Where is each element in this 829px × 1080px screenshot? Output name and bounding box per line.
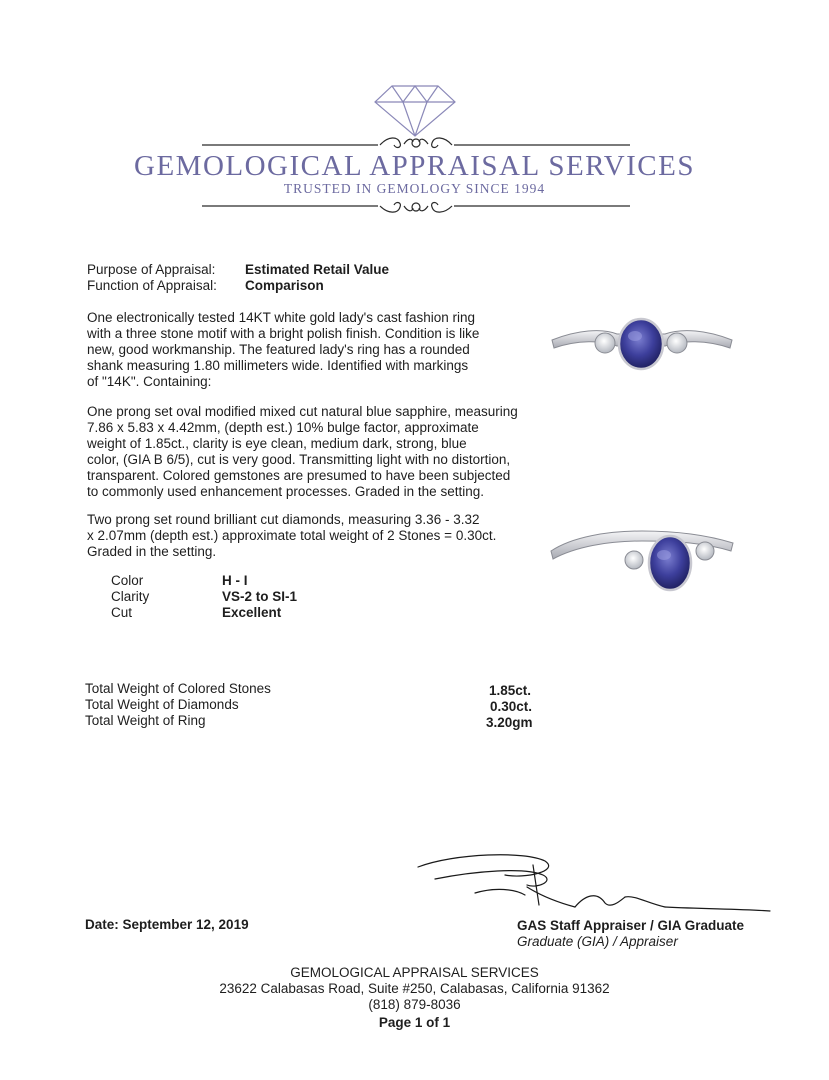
text-line: One electronically tested 14KT white gold lady's cast fashion ring (87, 310, 476, 325)
text-line: shank measuring 1.80 millimeters wide. Identified with markings (87, 357, 469, 373)
grading-cut-value: Excellent (222, 605, 282, 620)
total-colored-stones-label: Total Weight of Colored Stones (85, 681, 271, 696)
text-line: of "14K". Containing: (87, 373, 212, 389)
bottom-flourish-divider (200, 198, 632, 216)
company-tagline: TRUSTED IN GEMOLOGY SINCE 1994 (283, 181, 546, 196)
text-line: x 2.07mm (depth est.) approximate total weight of 2 Stones = 0.30ct. (87, 527, 497, 543)
total-colored-stones-value: 1.85ct. (489, 683, 532, 698)
ring-photo-angled (547, 515, 737, 605)
text-line: One prong set oval modified mixed cut natural blue sapphire, measuring (87, 404, 518, 419)
grading-clarity-label: Clarity (111, 589, 150, 604)
total-ring-label: Total Weight of Ring (85, 713, 206, 728)
footer-phone: (818) 879-8036 (368, 997, 461, 1012)
company-logo-title: GEMOLOGICAL APPRAISAL SERVICES (134, 150, 695, 182)
footer-address: 23622 Calabasas Road, Suite #250, Calabasas, California 91362 (219, 981, 610, 996)
grading-color-value: H - I (222, 573, 248, 588)
grading-cut-label: Cut (111, 605, 133, 620)
footer-company: GEMOLOGICAL APPRAISAL SERVICES (290, 965, 539, 980)
total-diamonds-label: Total Weight of Diamonds (85, 697, 239, 712)
function-value: Comparison (245, 278, 324, 293)
ring-description (87, 310, 527, 390)
text-line: color, (GIA B 6/5), cut is very good. Transmitting light with no distortion, (87, 451, 511, 467)
text-line: with a three stone motif with a bright polish finish. Condition is like (87, 325, 480, 341)
text-line: transparent. Colored gemstones are presumed to have been subjected (87, 467, 511, 483)
text-line: to commonly used enhancement processes. Graded in the setting. (87, 483, 484, 499)
total-diamonds-value: 0.30ct. (490, 699, 533, 714)
appraiser-subtitle: Graduate (GIA) / Appraiser (517, 934, 678, 949)
purpose-label: Purpose of Appraisal: (87, 262, 216, 277)
page-number: Page 1 of 1 (378, 1015, 451, 1030)
purpose-value: Estimated Retail Value (245, 262, 390, 277)
text-line: weight of 1.85ct., clarity is eye clean, medium dark, strong, blue (87, 435, 467, 451)
text-line: 7.86 x 5.83 x 4.42mm, (depth est.) 10% bulge factor, approximate (87, 419, 479, 435)
total-ring-value: 3.20gm (486, 715, 533, 730)
sapphire-description (87, 404, 537, 499)
text-line: Two prong set round brilliant cut diamonds, measuring 3.36 - 3.32 (87, 512, 480, 527)
text-line: new, good workmanship. The featured lady's ring has a rounded (87, 341, 470, 357)
function-label: Function of Appraisal: (87, 278, 217, 293)
ring-photo-front (547, 300, 737, 400)
appraiser-title: GAS Staff Appraiser / GIA Graduate (517, 918, 745, 933)
appraiser-signature (415, 845, 775, 920)
grading-color-label: Color (111, 573, 144, 588)
text-line: Graded in the setting. (87, 543, 217, 559)
appraisal-date: Date: September 12, 2019 (85, 917, 249, 932)
grading-clarity-value: VS-2 to SI-1 (222, 589, 298, 604)
diamond-icon (370, 80, 460, 140)
diamond-description (87, 512, 527, 560)
